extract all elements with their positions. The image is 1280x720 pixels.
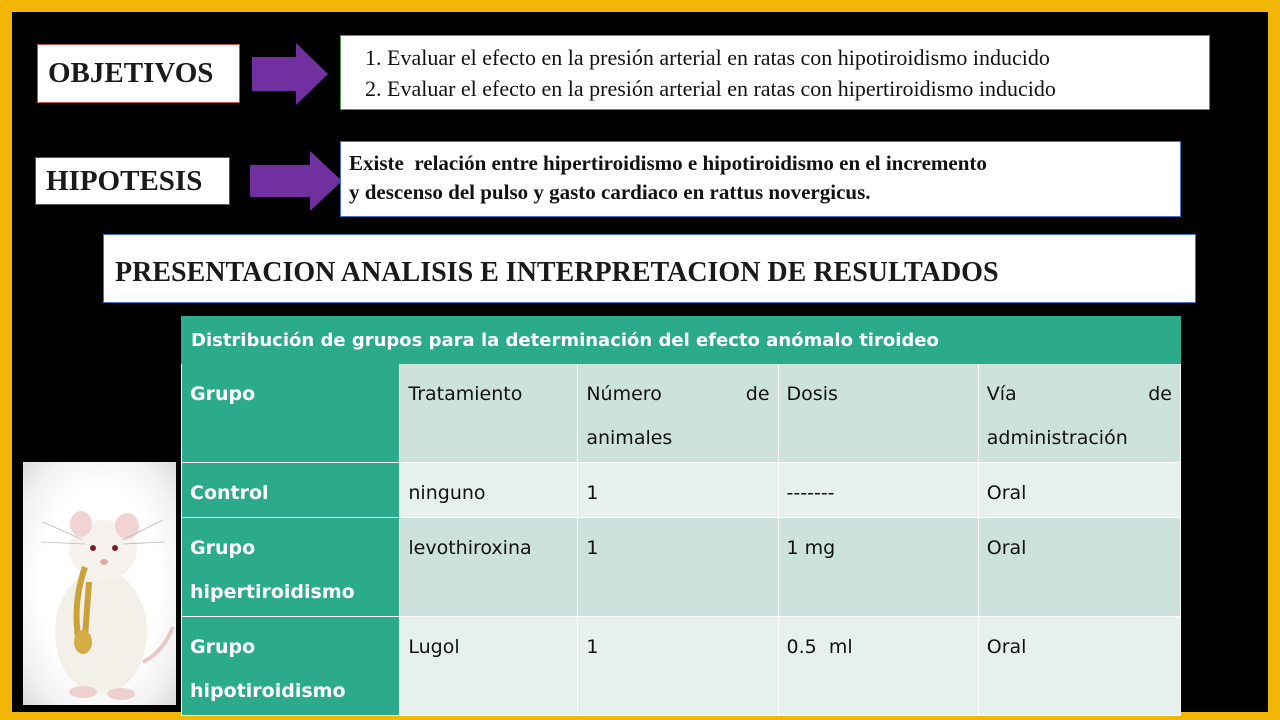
cell-dosis: 1 mg bbox=[778, 518, 978, 617]
hipotesis-line: Existe relación entre hipertiroidismo e hipotiroidismo en el incremento bbox=[349, 151, 987, 175]
table-row bbox=[182, 617, 1181, 716]
objetivos-label bbox=[37, 44, 240, 103]
table-row bbox=[182, 463, 1181, 518]
cell-grupo-line: hipertiroidismo bbox=[190, 581, 355, 603]
cell-tratamiento: Lugol bbox=[400, 617, 578, 716]
objetivos-list bbox=[340, 35, 1210, 110]
header-via-b: de bbox=[1148, 383, 1172, 405]
cell-grupo bbox=[182, 518, 400, 617]
header-numero-b: de bbox=[745, 383, 770, 405]
table-caption: Distribución de grupos para la determinación del efecto anómalo tiroideo bbox=[182, 317, 1181, 364]
rat-icon bbox=[23, 462, 176, 705]
cell-tratamiento: ninguno bbox=[400, 463, 578, 518]
cell-grupo-line: Grupo bbox=[190, 636, 256, 658]
header-via bbox=[978, 364, 1180, 463]
presentacion-title bbox=[103, 234, 1196, 303]
hipotesis-text bbox=[340, 141, 1181, 217]
cell-numero: 1 bbox=[578, 518, 778, 617]
objetivo-item: 1. Evaluar el efecto en la presión arterial en ratas con hipotiroidismo inducido bbox=[387, 42, 1199, 73]
results-table bbox=[181, 316, 1181, 716]
hipotesis-line: y descenso del pulso y gasto cardiaco en rattus novergicus. bbox=[349, 180, 871, 204]
presentacion-title-text: PRESENTACION ANALISIS E INTERPRETACION DE RESULTADOS bbox=[115, 256, 999, 288]
header-via-c: administración bbox=[986, 427, 1128, 449]
hipotesis-arrow-icon bbox=[250, 151, 342, 211]
cell-grupo-line: Grupo bbox=[190, 537, 256, 559]
header-via-a: Vía bbox=[986, 383, 1017, 405]
cell-via: Oral bbox=[978, 518, 1180, 617]
cell-grupo bbox=[182, 617, 400, 716]
hipotesis-label-text: HIPOTESIS bbox=[46, 164, 203, 197]
cell-dosis: 0.5 ml bbox=[778, 617, 978, 716]
rat-saxophone-image bbox=[23, 462, 176, 705]
table-header-row bbox=[182, 364, 1181, 463]
objetivos-arrow-icon bbox=[252, 43, 328, 105]
table-caption-row bbox=[182, 317, 1181, 364]
header-numero bbox=[578, 364, 778, 463]
header-tratamiento: Tratamiento bbox=[400, 364, 578, 463]
cell-via: Oral bbox=[978, 463, 1180, 518]
cell-numero: 1 bbox=[578, 617, 778, 716]
header-numero-c: animales bbox=[586, 427, 673, 449]
cell-numero: 1 bbox=[578, 463, 778, 518]
header-grupo: Grupo bbox=[182, 364, 400, 463]
objetivos-label-text: OBJETIVOS bbox=[48, 57, 214, 89]
header-dosis: Dosis bbox=[778, 364, 978, 463]
cell-tratamiento: levothiroxina bbox=[400, 518, 578, 617]
cell-grupo: Control bbox=[182, 463, 400, 518]
header-numero-a: Número bbox=[586, 383, 662, 405]
objetivo-item: 2. Evaluar el efecto en la presión arterial en ratas con hipertiroidismo inducido bbox=[387, 73, 1199, 104]
cell-grupo-line: hipotiroidismo bbox=[190, 680, 346, 702]
hipotesis-label bbox=[35, 157, 230, 205]
cell-dosis: ------- bbox=[778, 463, 978, 518]
cell-via: Oral bbox=[978, 617, 1180, 716]
table-row bbox=[182, 518, 1181, 617]
